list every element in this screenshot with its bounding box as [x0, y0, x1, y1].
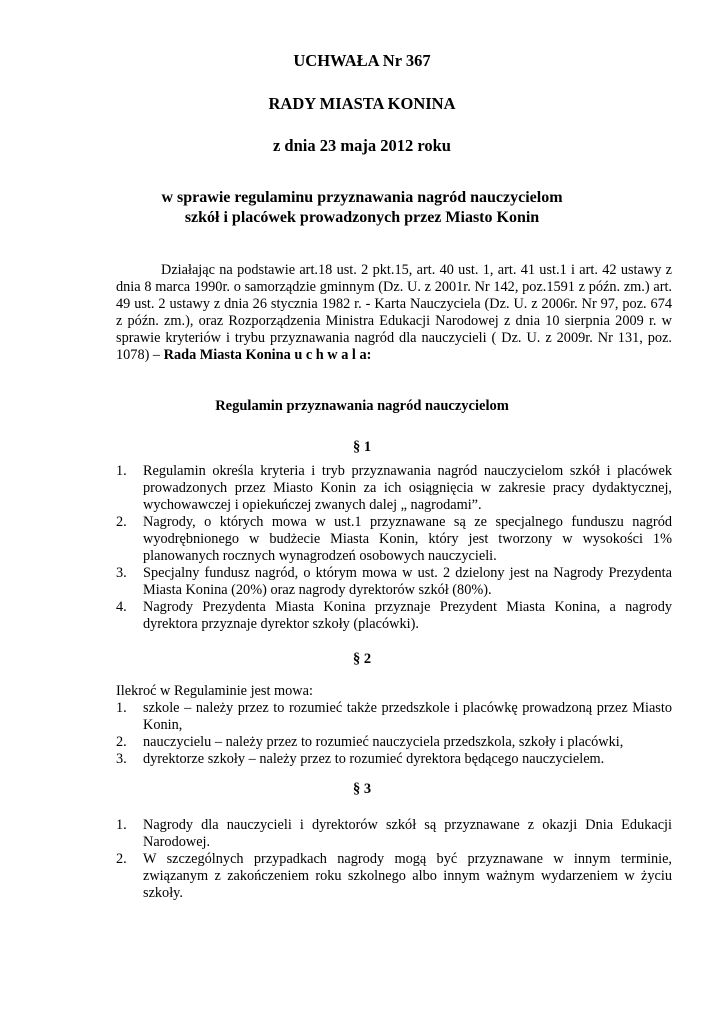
regulation-title: Regulamin przyznawania nagród nauczycielom — [215, 398, 509, 414]
list-item-text: dyrektorze szkoły – należy przez to rozumieć dyrektora będącego nauczycielem. — [143, 751, 605, 767]
list-item-text: nauczycielu – należy przez to rozumieć nauczyciela przedszkola, szkoły i placówki, — [143, 734, 624, 750]
list-item-number: 3. — [116, 751, 127, 767]
list-item — [116, 734, 672, 751]
section-2-list — [116, 683, 672, 768]
council-name: RADY MIASTA KONINA — [268, 94, 456, 113]
resolution-date: z dnia 23 maja 2012 roku — [272, 136, 451, 155]
section-1-heading: § 1 — [352, 439, 372, 455]
list-item — [116, 851, 672, 902]
list-item-number: 2. — [116, 734, 127, 750]
list-item — [116, 463, 672, 514]
list-item-text: Nagrody, o których mowa w ust.1 przyznawane są ze specjalnego funduszu nagród wyodrębnionego w budżecie Miasta Konin, który jest tworzony w wysokości 1% planowanych rocznych wynagrodzeń osobowych nauczycieli. — [143, 514, 672, 564]
list-item-number: 3. — [116, 565, 127, 581]
list-item-text: Regulamin określa kryteria i tryb przyznawania nagród nauczycielom szkół i placówek prowadzonych przez Miasto Konin za ich osiągnięcia w zakresie pracy dydaktycznej, wychowawczej i opiekuńczej zwanych dalej „ nagrodami”. — [143, 463, 672, 513]
list-item-number: 1. — [116, 700, 127, 716]
list-item-number: 1. — [116, 463, 127, 479]
list-item — [116, 565, 672, 599]
section-3-list — [116, 817, 672, 902]
list-item-text: Nagrody Prezydenta Miasta Konina przyznaje Prezydent Miasta Konina, a nagrody dyrektora przyznaje dyrektor szkoły (placówki). — [143, 599, 672, 632]
section-1-list — [116, 463, 672, 633]
list-item — [116, 817, 672, 851]
section-2-lead: Ilekroć w Regulaminie jest mowa: — [116, 683, 313, 699]
list-item — [116, 700, 672, 734]
list-item-number: 4. — [116, 599, 127, 615]
list-item — [116, 514, 672, 565]
subject-line-1: w sprawie regulaminu przyznawania nagród nauczycielom — [161, 189, 563, 206]
intro-paragraph — [116, 262, 672, 364]
list-item-number: 1. — [116, 817, 127, 833]
section-2-heading: § 2 — [352, 651, 372, 667]
resolution-title: UCHWAŁA Nr 367 — [293, 51, 431, 70]
list-item-number: 2. — [116, 851, 127, 867]
subject-line-2: szkół i placówek prowadzonych przez Miasto Konin — [184, 209, 540, 226]
intro-legal-basis: Działając na podstawie art.18 ust. 2 pkt.15, art. 40 ust. 1, art. 41 ust.1 i art. 42 ustawy z dnia 8 marca 1990r. o samorządzie gminnym (Dz. U. z 2001r. Nr 142, poz.1591 z późn. zm.) art. 49 ust. 2 ustawy z dnia 26 stycznia 1982 r. - Karta Nauczyciela (Dz. U. z 2006r. Nr 97, poz. 674 z późn. zm.), oraz Rozporządzenia Ministra Edukacji Narodowej z dnia 10 sierpnia 2009 r. w sprawie kryteriów i trybu przyznawania nagród dla nauczycieli ( Dz. U. z 2009r. Nr 131, poz. 1078) – — [116, 262, 672, 363]
list-item — [116, 599, 672, 633]
list-item — [116, 751, 672, 768]
list-item-text: W szczególnych przypadkach nagrody mogą być przyznawane w innym terminie, związanym z zakończeniem roku szkolnego albo innym ważnym wydarzeniem w życiu szkoły. — [143, 851, 672, 901]
list-item-text: Specjalny fundusz nagród, o którym mowa w ust. 2 dzielony jest na Nagrody Prezydenta Miasta Konina (20%) oraz nagrody dyrektorów szkół (80%). — [143, 565, 672, 598]
intro-resolution-clause: Rada Miasta Konina u c h w a l a: — [163, 347, 372, 363]
list-item-text: szkole – należy przez to rozumieć także przedszkole i placówkę prowadzoną przez Miasto Konin, — [143, 700, 672, 733]
section-3-heading: § 3 — [352, 781, 372, 797]
list-item-text: Nagrody dla nauczycieli i dyrektorów szkół są przyznawane z okazji Dnia Edukacji Narodowej. — [143, 817, 672, 850]
list-item-number: 2. — [116, 514, 127, 530]
